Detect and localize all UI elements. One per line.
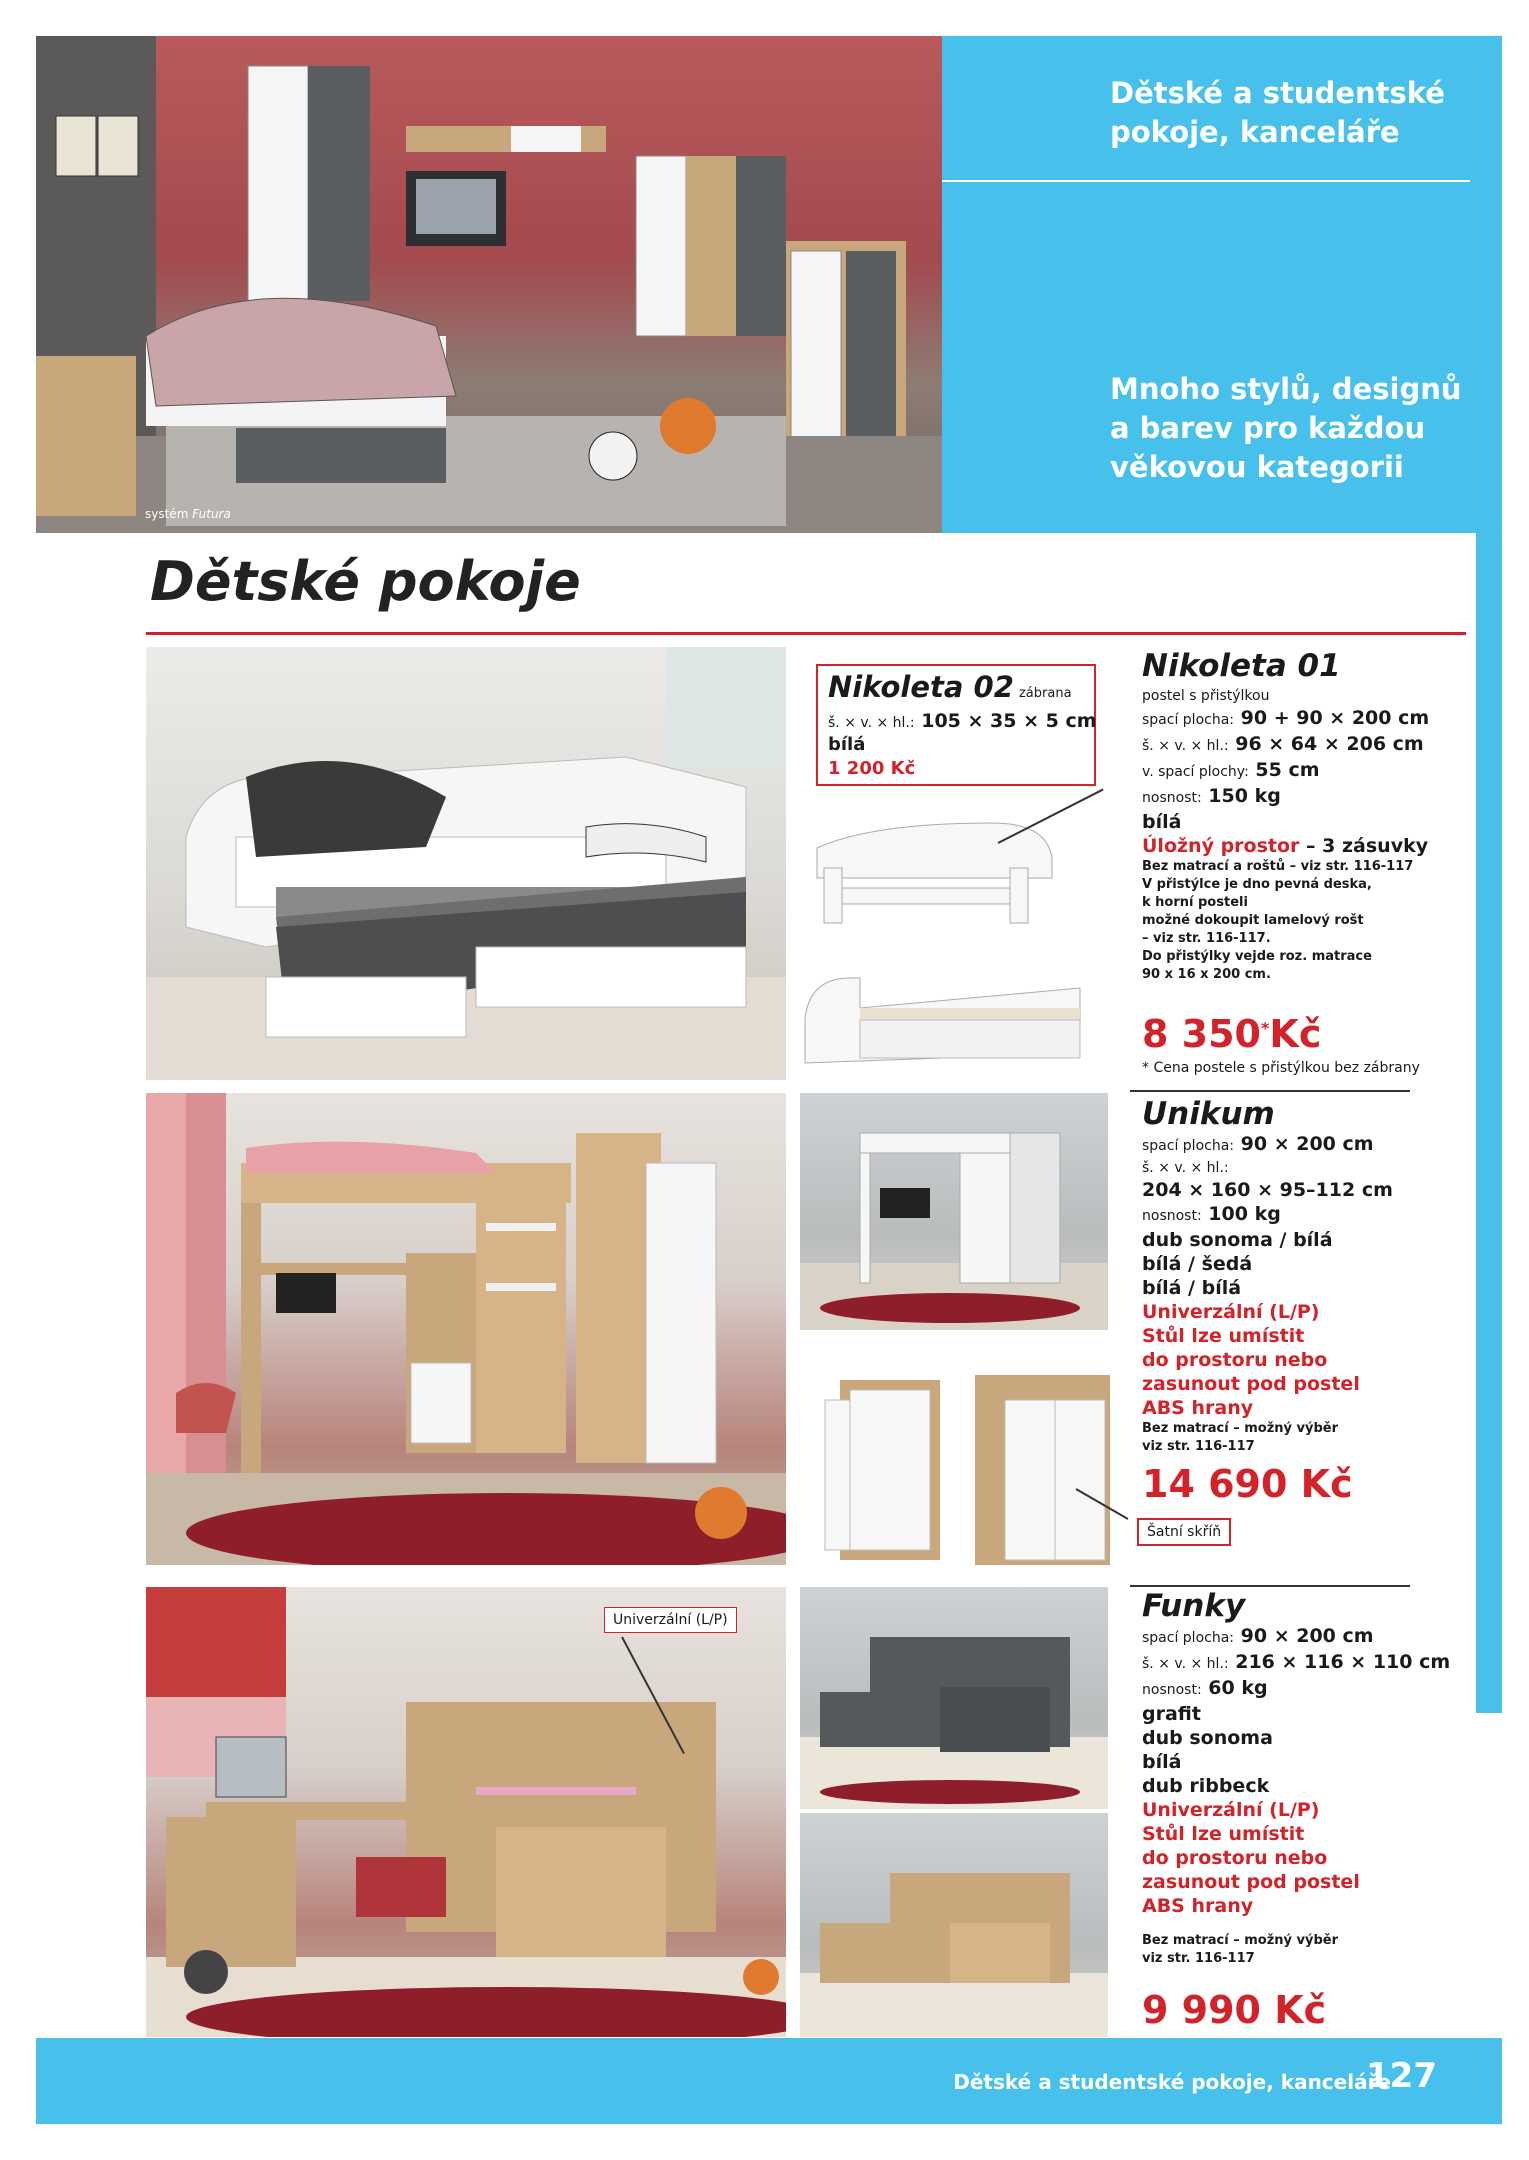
divider — [1130, 1585, 1410, 1587]
funky-illustration — [146, 1587, 786, 2037]
wardrobe-open-photo — [820, 1370, 960, 1570]
price-asterisk: * — [1261, 1018, 1270, 1038]
sleep-label: spací plocha: — [1142, 1138, 1235, 1154]
funky-load — [1142, 1676, 1472, 1702]
load-value: 150 kg — [1208, 785, 1281, 807]
photo-credit — [145, 507, 231, 521]
divider — [1130, 1090, 1410, 1092]
unikum-color: bílá / šedá — [1142, 1253, 1253, 1275]
funky-color: dub ribbeck — [1142, 1775, 1270, 1797]
unikum-feature: do prostoru nebo — [1142, 1349, 1328, 1371]
unikum-illustration — [146, 1093, 786, 1565]
funky-spec — [1142, 1588, 1472, 1968]
nikoleta02-price: 1 200 Kč — [828, 758, 916, 779]
category-heading — [1110, 74, 1445, 152]
unikum-white-photo — [800, 1093, 1108, 1330]
nikoleta02-box — [816, 664, 1096, 786]
wardrobe-closed-illustration — [975, 1370, 1115, 1570]
note-line: V přistýlce je dno pevná deska, — [1142, 877, 1372, 892]
section-divider — [146, 632, 1466, 635]
sleep-label: spací plocha: — [1142, 1630, 1235, 1646]
hero-photo — [36, 36, 942, 533]
bed-product-illustration — [800, 958, 1085, 1068]
nikoleta-room-photo — [146, 647, 786, 1080]
dims-label: š. × v. × hl.: — [1142, 1656, 1229, 1672]
funky-photo-tag: Univerzální (L/P) — [604, 1607, 737, 1633]
unikum-spec — [1142, 1096, 1472, 1456]
wardrobe-closed-photo — [975, 1370, 1115, 1570]
dims-value: 105 × 35 × 5 cm — [921, 710, 1097, 732]
nikoleta01-storage — [1142, 834, 1472, 858]
nikoleta02-title: Nikoleta 02 — [828, 670, 1014, 704]
dims-label: š. × v. × hl.: — [1142, 738, 1229, 754]
nikoleta01-sleep — [1142, 706, 1472, 732]
tagline-line-1: Mnoho stylů, designů — [1110, 372, 1462, 406]
nikoleta02-dims — [828, 709, 1097, 735]
category-line-2: pokoje, kanceláře — [1110, 115, 1400, 149]
wardrobe-tag: Šatní skříň — [1137, 1518, 1231, 1546]
unikum-sleep — [1142, 1132, 1472, 1158]
note-line: Bez matrací a roštů – viz str. 116-117 — [1142, 859, 1414, 874]
nikoleta01-title: Nikoleta 01 — [1142, 648, 1341, 684]
photo-credit-prefix: systém — [145, 507, 189, 521]
unikum-note: Bez matrací – možný výběr — [1142, 1421, 1339, 1436]
category-line-1: Dětské a studentské — [1110, 76, 1445, 110]
unikum-price: 14 690 Kč — [1142, 1462, 1353, 1506]
tagline-line-2: a barev pro každou — [1110, 411, 1426, 445]
hero-room-illustration — [36, 36, 942, 533]
sleep-value: 90 × 200 cm — [1240, 1625, 1374, 1647]
funky-price: 9 990 Kč — [1142, 1988, 1327, 2032]
price-currency: Kč — [1269, 1012, 1322, 1056]
load-value: 100 kg — [1208, 1203, 1281, 1225]
nikoleta02-title-row — [828, 670, 1072, 704]
nikoleta-bed-product-photo — [800, 958, 1085, 1068]
storage-detail: – 3 zásuvky — [1299, 835, 1429, 857]
unikum-feature: Univerzální (L/P) — [1142, 1301, 1320, 1323]
hero-divider — [942, 180, 1470, 182]
guard-rail-photo — [812, 818, 1057, 928]
load-label: nosnost: — [1142, 1208, 1202, 1224]
page-number: 127 — [1366, 2056, 1437, 2096]
guard-rail-illustration — [812, 818, 1057, 928]
unikum-feature: ABS hrany — [1142, 1397, 1254, 1419]
funky-title: Funky — [1142, 1588, 1246, 1624]
unikum-note: viz str. 116-117 — [1142, 1439, 1255, 1454]
price-amount: 8 350 — [1142, 1012, 1261, 1056]
nikoleta01-subtitle: postel s přistýlkou — [1142, 688, 1270, 704]
nikoleta01-spec — [1142, 648, 1472, 984]
nikoleta01-height — [1142, 758, 1472, 784]
unikum-feature: zasunout pod postel — [1142, 1373, 1360, 1395]
funky-sleep — [1142, 1624, 1472, 1650]
sleep-value: 90 × 200 cm — [1240, 1133, 1374, 1155]
note-line: Do přistýlky vejde roz. matrace — [1142, 949, 1372, 964]
funky-note: viz str. 116-117 — [1142, 1951, 1255, 1966]
funky-room-photo — [146, 1587, 786, 2037]
nikoleta02-suffix: zábrana — [1018, 686, 1072, 701]
funky-feature: zasunout pod postel — [1142, 1871, 1360, 1893]
dims-value: 96 × 64 × 206 cm — [1235, 733, 1424, 755]
unikum-load — [1142, 1202, 1472, 1228]
funky-oak-illustration — [800, 1813, 1108, 2037]
height-value: 55 cm — [1255, 759, 1320, 781]
nikoleta01-color: bílá — [1142, 811, 1182, 833]
side-strip — [1476, 533, 1502, 1713]
section-title: Dětské pokoje — [150, 550, 581, 613]
sleep-value: 90 + 90 × 200 cm — [1240, 707, 1430, 729]
funky-feature: ABS hrany — [1142, 1895, 1254, 1917]
unikum-title: Unikum — [1142, 1096, 1275, 1132]
note-line: možné dokoupit lamelový rošt — [1142, 913, 1364, 928]
height-label: v. spací plochy: — [1142, 764, 1249, 780]
funky-grafit-photo — [800, 1587, 1108, 1809]
load-label: nosnost: — [1142, 790, 1202, 806]
funky-color: grafit — [1142, 1703, 1201, 1725]
note-line: – viz str. 116-117. — [1142, 931, 1271, 946]
photo-credit-name: Futura — [192, 507, 231, 521]
unikum-white-illustration — [800, 1093, 1108, 1330]
unikum-dims-label: š. × v. × hl.: — [1142, 1160, 1229, 1176]
funky-color: dub sonoma — [1142, 1727, 1273, 1749]
tagline — [1110, 370, 1462, 487]
load-label: nosnost: — [1142, 1682, 1202, 1698]
unikum-color: bílá / bílá — [1142, 1277, 1242, 1299]
unikum-feature: Stůl lze umístit — [1142, 1325, 1305, 1347]
funky-feature: Univerzální (L/P) — [1142, 1799, 1320, 1821]
unikum-room-photo — [146, 1093, 786, 1565]
note-line: k horní posteli — [1142, 895, 1248, 910]
nikoleta01-load — [1142, 784, 1472, 810]
dims-label: š. × v. × hl.: — [828, 715, 915, 731]
funky-color: bílá — [1142, 1751, 1182, 1773]
dims-value: 216 × 116 × 110 cm — [1235, 1651, 1451, 1673]
storage-label: Úložný prostor — [1142, 835, 1300, 857]
nikoleta02-color: bílá — [828, 734, 866, 755]
funky-dims — [1142, 1650, 1472, 1676]
sleep-label: spací plocha: — [1142, 712, 1235, 728]
funky-oak-photo — [800, 1813, 1108, 2037]
nikoleta-bed-illustration — [146, 647, 786, 1080]
funky-feature: do prostoru nebo — [1142, 1847, 1328, 1869]
tagline-line-3: věkovou kategorii — [1110, 450, 1404, 484]
funky-grafit-illustration — [800, 1587, 1108, 1809]
footer-title: Dětské a studentské pokoje, kanceláře — [953, 2070, 1391, 2094]
funky-note: Bez matrací – možný výběr — [1142, 1933, 1339, 1948]
nikoleta01-footnote: * Cena postele s přistýlkou bez zábrany — [1142, 1060, 1420, 1076]
load-value: 60 kg — [1208, 1677, 1268, 1699]
funky-feature: Stůl lze umístit — [1142, 1823, 1305, 1845]
nikoleta01-dims — [1142, 732, 1472, 758]
unikum-dims: 204 × 160 × 95–112 cm — [1142, 1179, 1393, 1201]
unikum-color: dub sonoma / bílá — [1142, 1229, 1333, 1251]
wardrobe-open-illustration — [820, 1370, 960, 1570]
nikoleta01-notes — [1142, 858, 1472, 984]
note-line: 90 x 16 x 200 cm. — [1142, 967, 1271, 982]
nikoleta01-price — [1142, 1012, 1321, 1056]
